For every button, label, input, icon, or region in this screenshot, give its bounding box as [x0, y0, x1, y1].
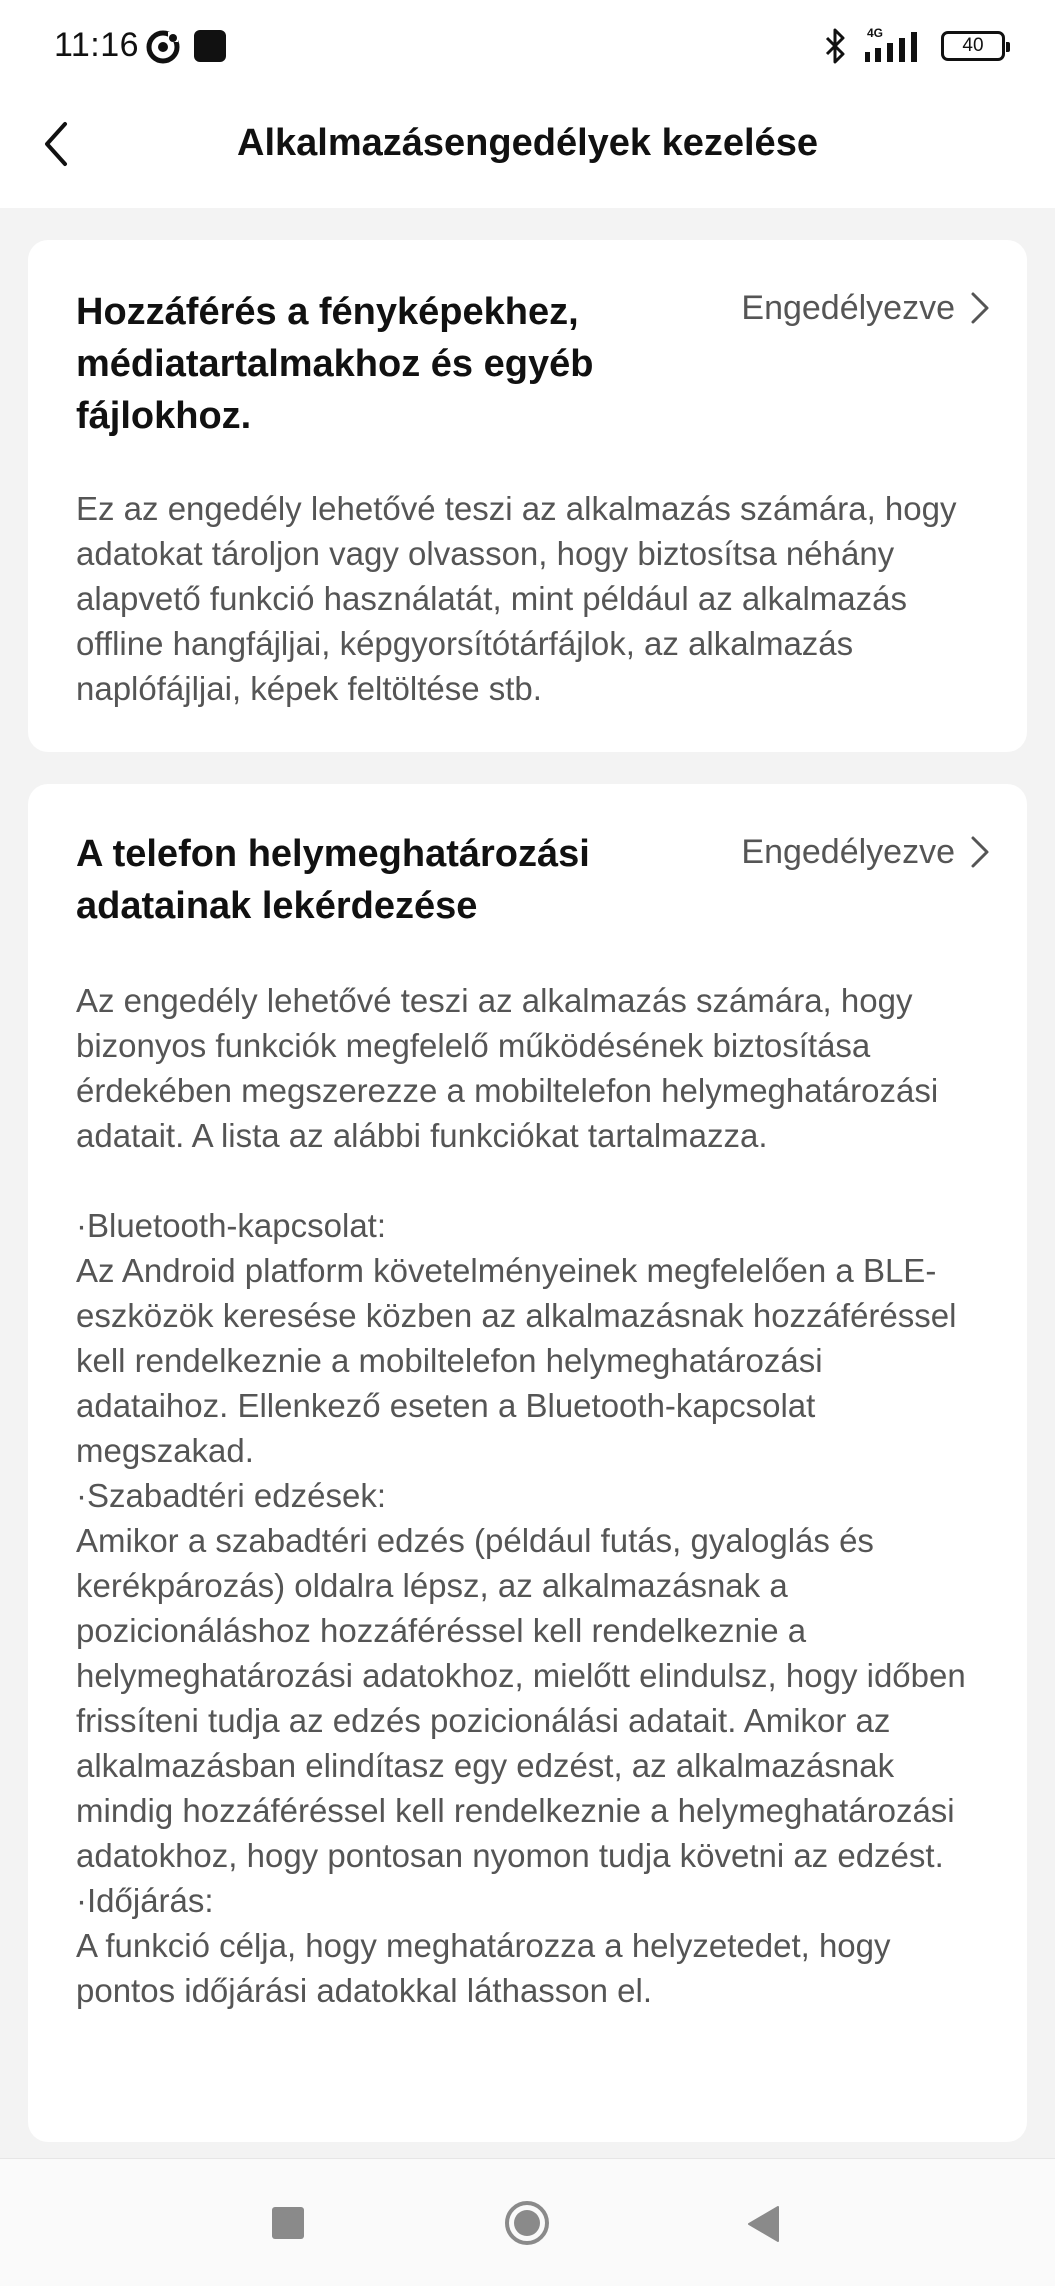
battery-level: 40	[962, 35, 984, 56]
permission-title: Hozzáférés a fényképekhez, médiatartalmakhoz és egyéb fájlokhoz.	[76, 291, 594, 437]
app-square-icon	[194, 30, 226, 62]
app-header	[0, 92, 1055, 208]
cellular-signal	[861, 26, 929, 66]
permission-card-location	[28, 784, 1027, 2142]
status-icons	[823, 24, 1005, 68]
app-notification-icon	[146, 30, 180, 64]
status-time: 11:16	[54, 26, 140, 64]
permission-status: Engedélyezve	[741, 289, 955, 327]
chevron-right-icon	[969, 290, 991, 326]
permission-status-link[interactable]	[741, 286, 991, 330]
system-nav-bar	[0, 2158, 1055, 2286]
status-bar	[0, 0, 1055, 92]
permission-status-link[interactable]	[741, 830, 991, 874]
permission-description: Ez az engedély lehetővé teszi az alkalmazás számára, hogy adatokat tároljon vagy olvasson, hogy biztosítsa néhány alapvető funkció használatát, mint például az alkalmazás offline hangfájljai, képgyorsítótárfájlok, az alkalmazás naplófájljai, képek feltöltése stb.	[76, 490, 957, 707]
recent-apps-button[interactable]	[272, 2207, 304, 2239]
battery-indicator	[941, 31, 1005, 61]
permission-card-storage	[28, 240, 1027, 752]
page-title: Alkalmazásengedélyek kezelése	[237, 122, 818, 164]
home-button[interactable]	[503, 2199, 551, 2247]
permission-description: Az engedély lehetővé teszi az alkalmazás számára, hogy bizonyos funkciók megfelelő működésének biztosítása érdekében megszerezze a mobiltelefon helymeghatározási adatait. A lista az alábbi funkciókat tartalmazza. ·Bluetooth-kapcsolat: Az Android platform követelményeinek megfelelően a BLE-eszközök keresése közben az alkalmazásnak hozzáféréssel kell rendelkeznie a mobiltelefon helymeghatározási adataihoz. Ellenkező eseten a Bluetooth-kapcsolat megszakad. ·Szabadtéri edzések: Amikor a szabadtéri edzés (például futás, gyaloglás és kerékpározás) oldalra lépsz, az alkalmazásnak a pozicionáláshoz hozzáféréssel kell rendelkeznie a helymeghatározási adatokhoz, mielőtt elindulsz, hogy időben frissíteni tudja az edzés pozicionálási adatait. Amikor az alkalmazásban elindítasz egy edzést, az alkalmazásnak mindig hozzáféréssel kell rendelkeznie a helymeghatározási adatokhoz, hogy pontosan nyomon tudja követni az edzést. ·Időjárás: A funkció célja, hogy meghatározza a helyzetedet, hogy pontos időjárási adatokkal láthasson el.	[76, 982, 966, 2009]
nav-back-button[interactable]	[746, 2205, 780, 2243]
chevron-right-icon	[969, 834, 991, 870]
permission-status: Engedélyezve	[741, 833, 955, 871]
permission-title: A telefon helymeghatározási adatainak lekérdezése	[76, 833, 590, 927]
bluetooth-icon	[823, 26, 849, 66]
signal-icon	[861, 26, 929, 66]
network-type: 4G	[867, 26, 884, 40]
